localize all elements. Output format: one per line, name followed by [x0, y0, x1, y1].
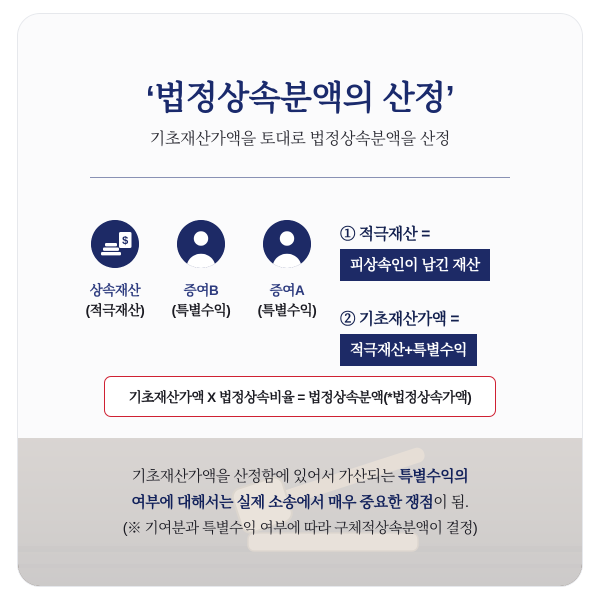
icon-sublabel: (특별수익): [257, 302, 317, 318]
formula-heading: ② 기초재산가액 =: [340, 311, 460, 328]
formula-heading: ① 적극재산 =: [340, 226, 430, 243]
footnote-text-emphasis: 특별수익의: [398, 468, 469, 485]
footnote-text-plain: 이 됨.: [433, 494, 469, 512]
divider: [90, 177, 510, 178]
card-top-section: [18, 14, 582, 438]
icon-item-gift-a: [248, 220, 326, 320]
formula-value-chip: 피상속인이 남긴 재산: [340, 249, 490, 281]
icon-caption: [248, 281, 326, 320]
icon-caption: [76, 281, 154, 320]
icon-label: 증여A: [269, 283, 305, 298]
page-subtitle: 기초재산가액을 토대로 법정상속분액을 산정: [149, 131, 451, 148]
equation-box: 기초재산가액 X 법정상속비율 = 법정상속분액(*법정상속가액): [104, 376, 496, 417]
icon-label: 증여B: [183, 283, 219, 298]
infographic-card: [18, 14, 582, 586]
page-title: ‘법정상속분액의 산정’: [145, 79, 455, 116]
icon-label: 상속재산: [89, 283, 141, 298]
icon-caption: [162, 281, 240, 320]
person-silhouette-icon: [263, 220, 311, 268]
money-stack-icon: [91, 220, 139, 268]
formula-list: [340, 222, 552, 372]
footnote-text: [18, 464, 582, 542]
footnote-line-3: (※ 기여분과 특별수익 여부에 따라 구체적상속분액이 결정): [122, 520, 478, 537]
footnote-text-emphasis: 여부에 대해서는 실제 소송에서 매우 중요한 쟁점: [131, 494, 434, 512]
formula-item-2: [340, 307, 552, 366]
icon-sublabel: (특별수익): [171, 302, 231, 318]
formula-item-1: [340, 222, 552, 281]
footnote-line-1: [18, 464, 582, 490]
icon-item-inheritance-assets: [76, 220, 154, 320]
spacer: [340, 287, 552, 307]
svg-text:$: $: [122, 235, 129, 247]
person-silhouette-icon: [177, 220, 225, 268]
icon-item-gift-b: [162, 220, 240, 320]
icon-row: [76, 220, 326, 320]
icon-sublabel: (적극재산): [85, 302, 145, 318]
formula-value-chip: 적극재산+특별수익: [340, 334, 477, 366]
footnote-text-plain: 기초재산가액을 산정함에 있어서 가산되는: [131, 468, 399, 485]
card-bottom-section: [18, 438, 582, 586]
footnote-line-2: [18, 490, 582, 516]
